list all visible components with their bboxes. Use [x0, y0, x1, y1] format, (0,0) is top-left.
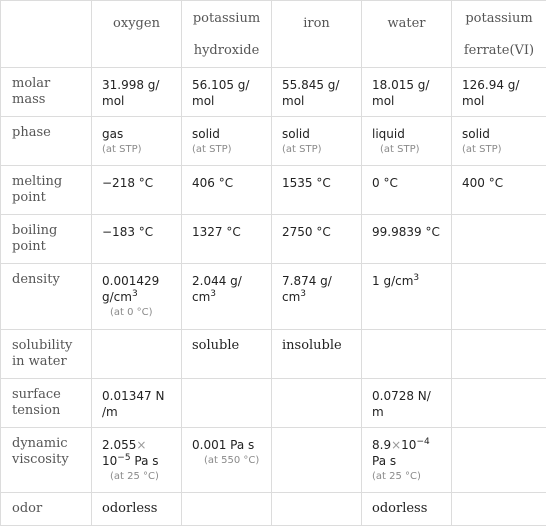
cell-oxygen-melting-point: −218 °C: [92, 166, 182, 215]
row-label-surface-tension: surface tension: [1, 379, 92, 428]
cell-koh-density: 2.044 g/ $cm^3$: [182, 264, 272, 330]
cell-iron-solubility: insoluble: [272, 330, 362, 379]
cell-water-melting-point: 0 °C: [362, 166, 452, 215]
column-header-iron: iron: [272, 1, 362, 68]
cell-iron-boiling-point: 2750 °C: [272, 215, 362, 264]
cell-koh-dynamic-viscosity: 0.001 Pa s (at 550 °C): [182, 428, 272, 493]
cell-oxygen-solubility: [92, 330, 182, 379]
cell-ferrate-melting-point: 400 °C: [452, 166, 546, 215]
column-header-oxygen: oxygen: [92, 1, 182, 68]
table-row-dynamic-viscosity: [1, 428, 546, 493]
table-row-molar-mass: [1, 68, 546, 117]
cell-koh-odor: [182, 493, 272, 526]
cell-oxygen-boiling-point: −183 °C: [92, 215, 182, 264]
row-label-dynamic-viscosity: dynamic viscosity: [1, 428, 92, 493]
header-row: [1, 1, 546, 68]
phase-note: (at STP): [102, 144, 142, 155]
cell-koh-solubility: soluble: [182, 330, 272, 379]
cell-water-odor: odorless: [362, 493, 452, 526]
cell-ferrate-surface-tension: [452, 379, 546, 428]
viscosity-note: (at 550 °C): [204, 455, 260, 466]
cell-water-density: 1 $g/cm^3$: [362, 264, 452, 330]
cell-iron-molar-mass: 55.845 g/ mol: [272, 68, 362, 117]
cell-water-solubility: [362, 330, 452, 379]
cell-oxygen-dynamic-viscosity: 2.055× $10^{-5}$ Pa s (at 25 °C): [92, 428, 182, 493]
column-header-potassium-ferrate: potassium ferrate(VI): [452, 1, 546, 68]
table-row-phase: [1, 117, 546, 166]
row-label-molar-mass: molar mass: [1, 68, 92, 117]
cell-iron-density: 7.874 g/ $cm^3$: [272, 264, 362, 330]
cell-water-molar-mass: 18.015 g/ mol: [362, 68, 452, 117]
cell-oxygen-phase: gas (at STP): [92, 117, 182, 166]
row-label-melting-point: melting point: [1, 166, 92, 215]
cell-koh-molar-mass: 56.105 g/ mol: [182, 68, 272, 117]
cell-koh-phase: solid (at STP): [182, 117, 272, 166]
cell-koh-surface-tension: [182, 379, 272, 428]
cell-iron-odor: [272, 493, 362, 526]
cell-koh-boiling-point: 1327 °C: [182, 215, 272, 264]
corner-cell: [1, 1, 92, 68]
column-header-water: water: [362, 1, 452, 68]
cell-oxygen-surface-tension: 0.01347 N /m: [92, 379, 182, 428]
phase-note: (at STP): [462, 144, 502, 155]
cell-ferrate-boiling-point: [452, 215, 546, 264]
table-row-solubility: [1, 330, 546, 379]
row-label-odor: odor: [1, 493, 92, 526]
density-note: (at 0 °C): [110, 307, 153, 318]
cell-ferrate-odor: [452, 493, 546, 526]
cell-ferrate-phase: solid (at STP): [452, 117, 546, 166]
cell-water-dynamic-viscosity: $8.9\times 10^{-4}$ Pa s (at 25 °C): [362, 428, 452, 493]
cell-ferrate-density: [452, 264, 546, 330]
cell-water-boiling-point: 99.9839 °C: [362, 215, 452, 264]
cell-water-phase: liquid (at STP): [362, 117, 452, 166]
table-row-density: [1, 264, 546, 330]
row-label-boiling-point: boiling point: [1, 215, 92, 264]
column-header-potassium-hydroxide: potassium hydroxide: [182, 1, 272, 68]
row-label-phase: phase: [1, 117, 92, 166]
phase-note: (at STP): [192, 144, 232, 155]
cell-water-surface-tension: 0.0728 N/ m: [362, 379, 452, 428]
cell-koh-melting-point: 406 °C: [182, 166, 272, 215]
cell-iron-dynamic-viscosity: [272, 428, 362, 493]
cell-iron-surface-tension: [272, 379, 362, 428]
viscosity-note: (at 25 °C): [372, 471, 421, 482]
cell-ferrate-dynamic-viscosity: [452, 428, 546, 493]
phase-note: (at STP): [282, 144, 322, 155]
cell-ferrate-molar-mass: 126.94 g/ mol: [452, 68, 546, 117]
table-row-melting-point: [1, 166, 546, 215]
row-label-solubility: solubility in water: [1, 330, 92, 379]
cell-oxygen-density: 0.001429 $g/cm^3$ (at 0 °C): [92, 264, 182, 330]
table-row-odor: [1, 493, 546, 526]
phase-note: (at STP): [380, 144, 420, 155]
cell-iron-phase: solid (at STP): [272, 117, 362, 166]
table-row-surface-tension: [1, 379, 546, 428]
table-row-boiling-point: [1, 215, 546, 264]
cell-oxygen-molar-mass: 31.998 g/ mol: [92, 68, 182, 117]
cell-oxygen-odor: odorless: [92, 493, 182, 526]
cell-iron-melting-point: 1535 °C: [272, 166, 362, 215]
cell-ferrate-solubility: [452, 330, 546, 379]
row-label-density: density: [1, 264, 92, 330]
viscosity-note: (at 25 °C): [110, 471, 159, 482]
